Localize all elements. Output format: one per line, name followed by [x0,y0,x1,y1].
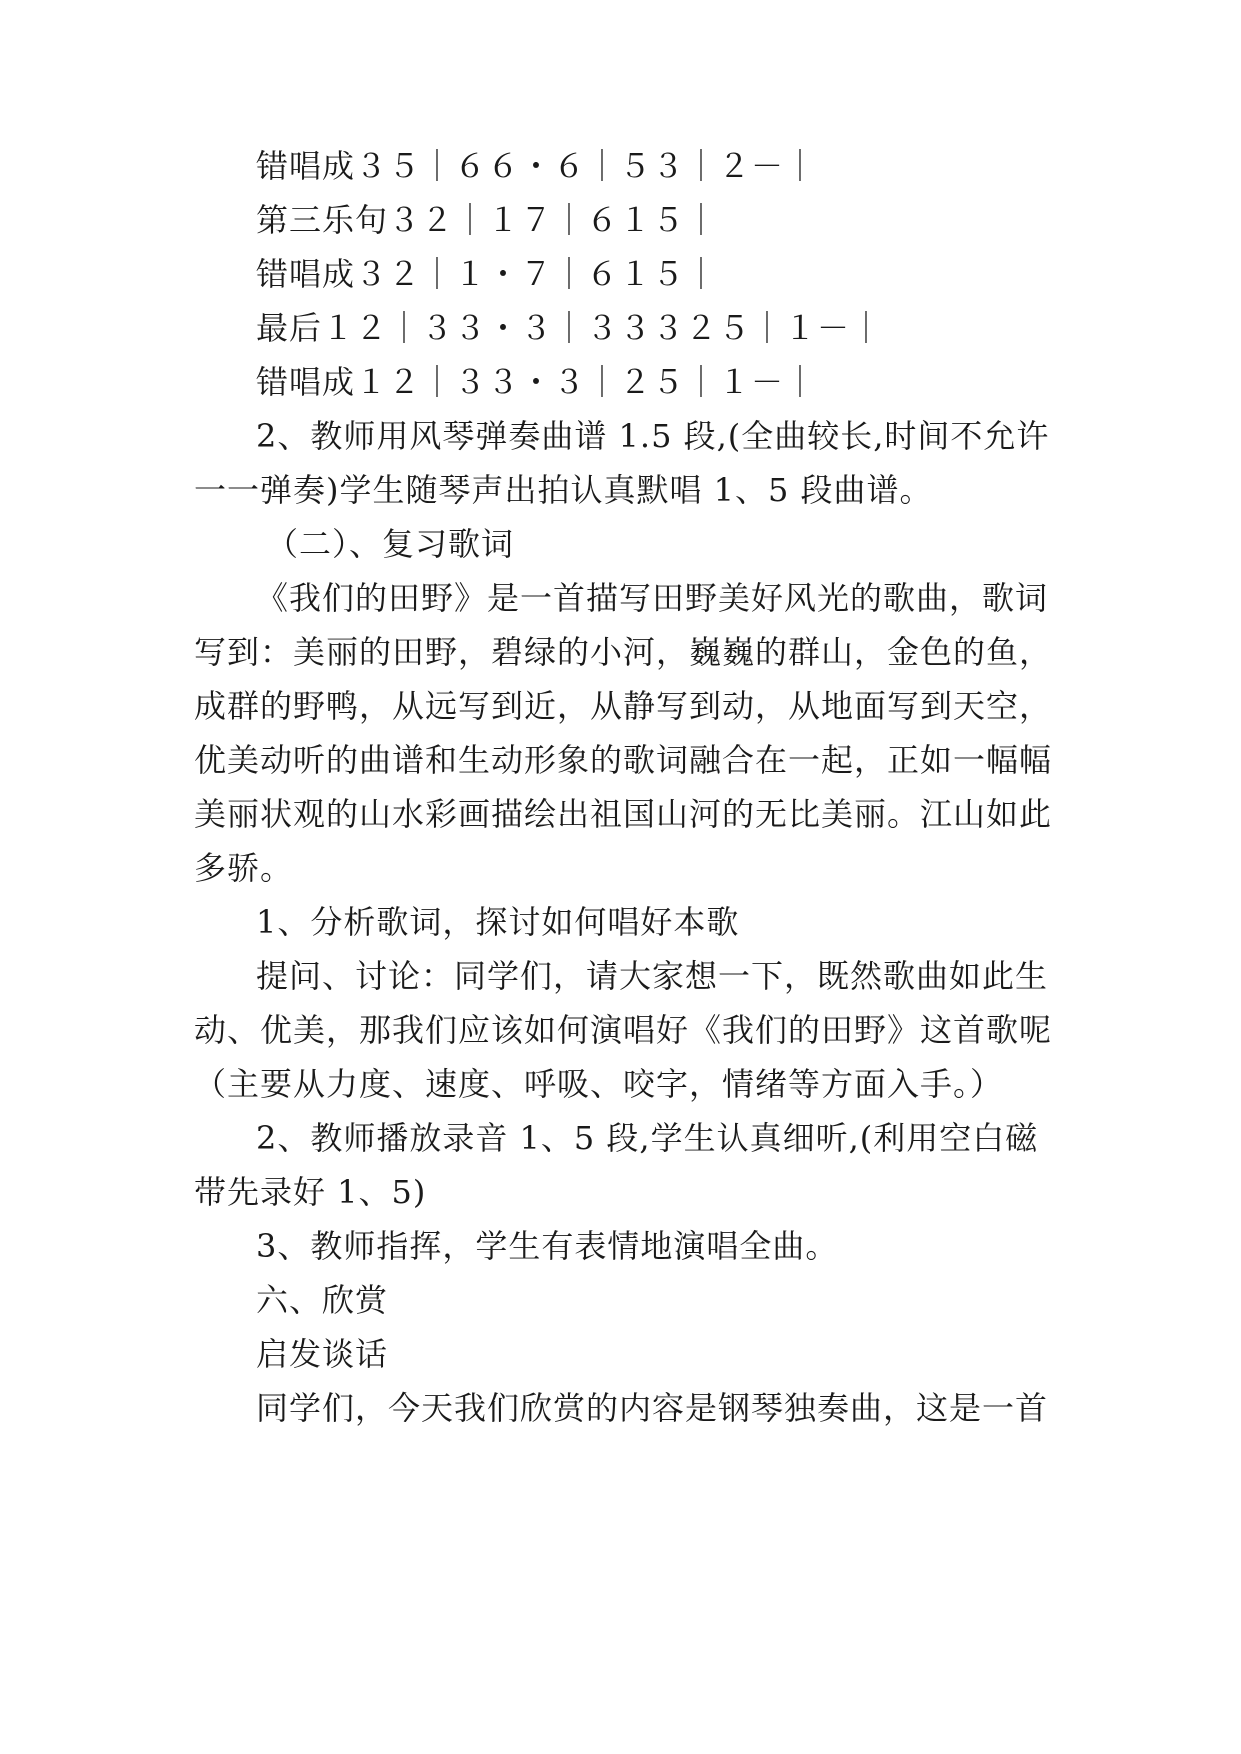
score-line: 错唱成１２｜３３・３｜２５｜１－｜ [256,363,818,401]
paragraph-line: 动、优美，那我们应该如何演唱好《我们的田野》这首歌呢 [194,1011,1053,1049]
subsection-heading: 启发谈话 [256,1335,389,1373]
score-line: 最后１２｜３３・３｜３３３２５｜１－｜ [256,309,884,347]
paragraph-line: 1、分析歌词，探讨如何唱好本歌 [256,903,740,941]
paragraph-line: 一一弹奏)学生随琴声出拍认真默唱 1、5 段曲谱。 [194,471,933,509]
paragraph-line: （主要从力度、速度、呼吸、咬字，情绪等方面入手。） [194,1065,1004,1103]
paragraph-line: 多骄。 [194,849,294,887]
paragraph-line: 成群的野鸭，从远写到近，从静写到动，从地面写到天空， [194,687,1053,725]
paragraph-line: 优美动听的曲谱和生动形象的歌词融合在一起，正如一幅幅 [194,741,1053,779]
score-line: 第三乐句３２｜１７｜６１５｜ [256,201,719,239]
paragraph-line: 带先录好 1、5) [194,1173,427,1211]
score-line: 错唱成３５｜６６・６｜５３｜２－｜ [256,147,818,185]
paragraph-line: 美丽状观的山水彩画描绘出祖国山河的无比美丽。江山如此 [194,795,1053,833]
paragraph-line: 同学们，今天我们欣赏的内容是钢琴独奏曲，这是一首 [256,1389,1049,1427]
paragraph-line: 写到：美丽的田野，碧绿的小河，巍巍的群山，金色的鱼， [194,633,1053,671]
section-heading: 六、欣赏 [256,1281,389,1319]
section-heading: （二）、复习歌词 [266,525,515,563]
paragraph-line: 《我们的田野》是一首描写田野美好风光的歌曲，歌词 [256,579,1049,617]
paragraph-line: 2、教师播放录音 1、5 段,学生认真细听,(利用空白磁 [256,1119,1039,1157]
score-line: 错唱成３２｜１・７｜６１５｜ [256,255,719,293]
paragraph-line: 3、教师指挥，学生有表情地演唱全曲。 [256,1227,839,1265]
paragraph-line: 提问、讨论：同学们，请大家想一下，既然歌曲如此生 [256,957,1049,995]
paragraph-line: 2、教师用风琴弹奏曲谱 1.5 段,(全曲较长,时间不允许 [256,417,1050,455]
